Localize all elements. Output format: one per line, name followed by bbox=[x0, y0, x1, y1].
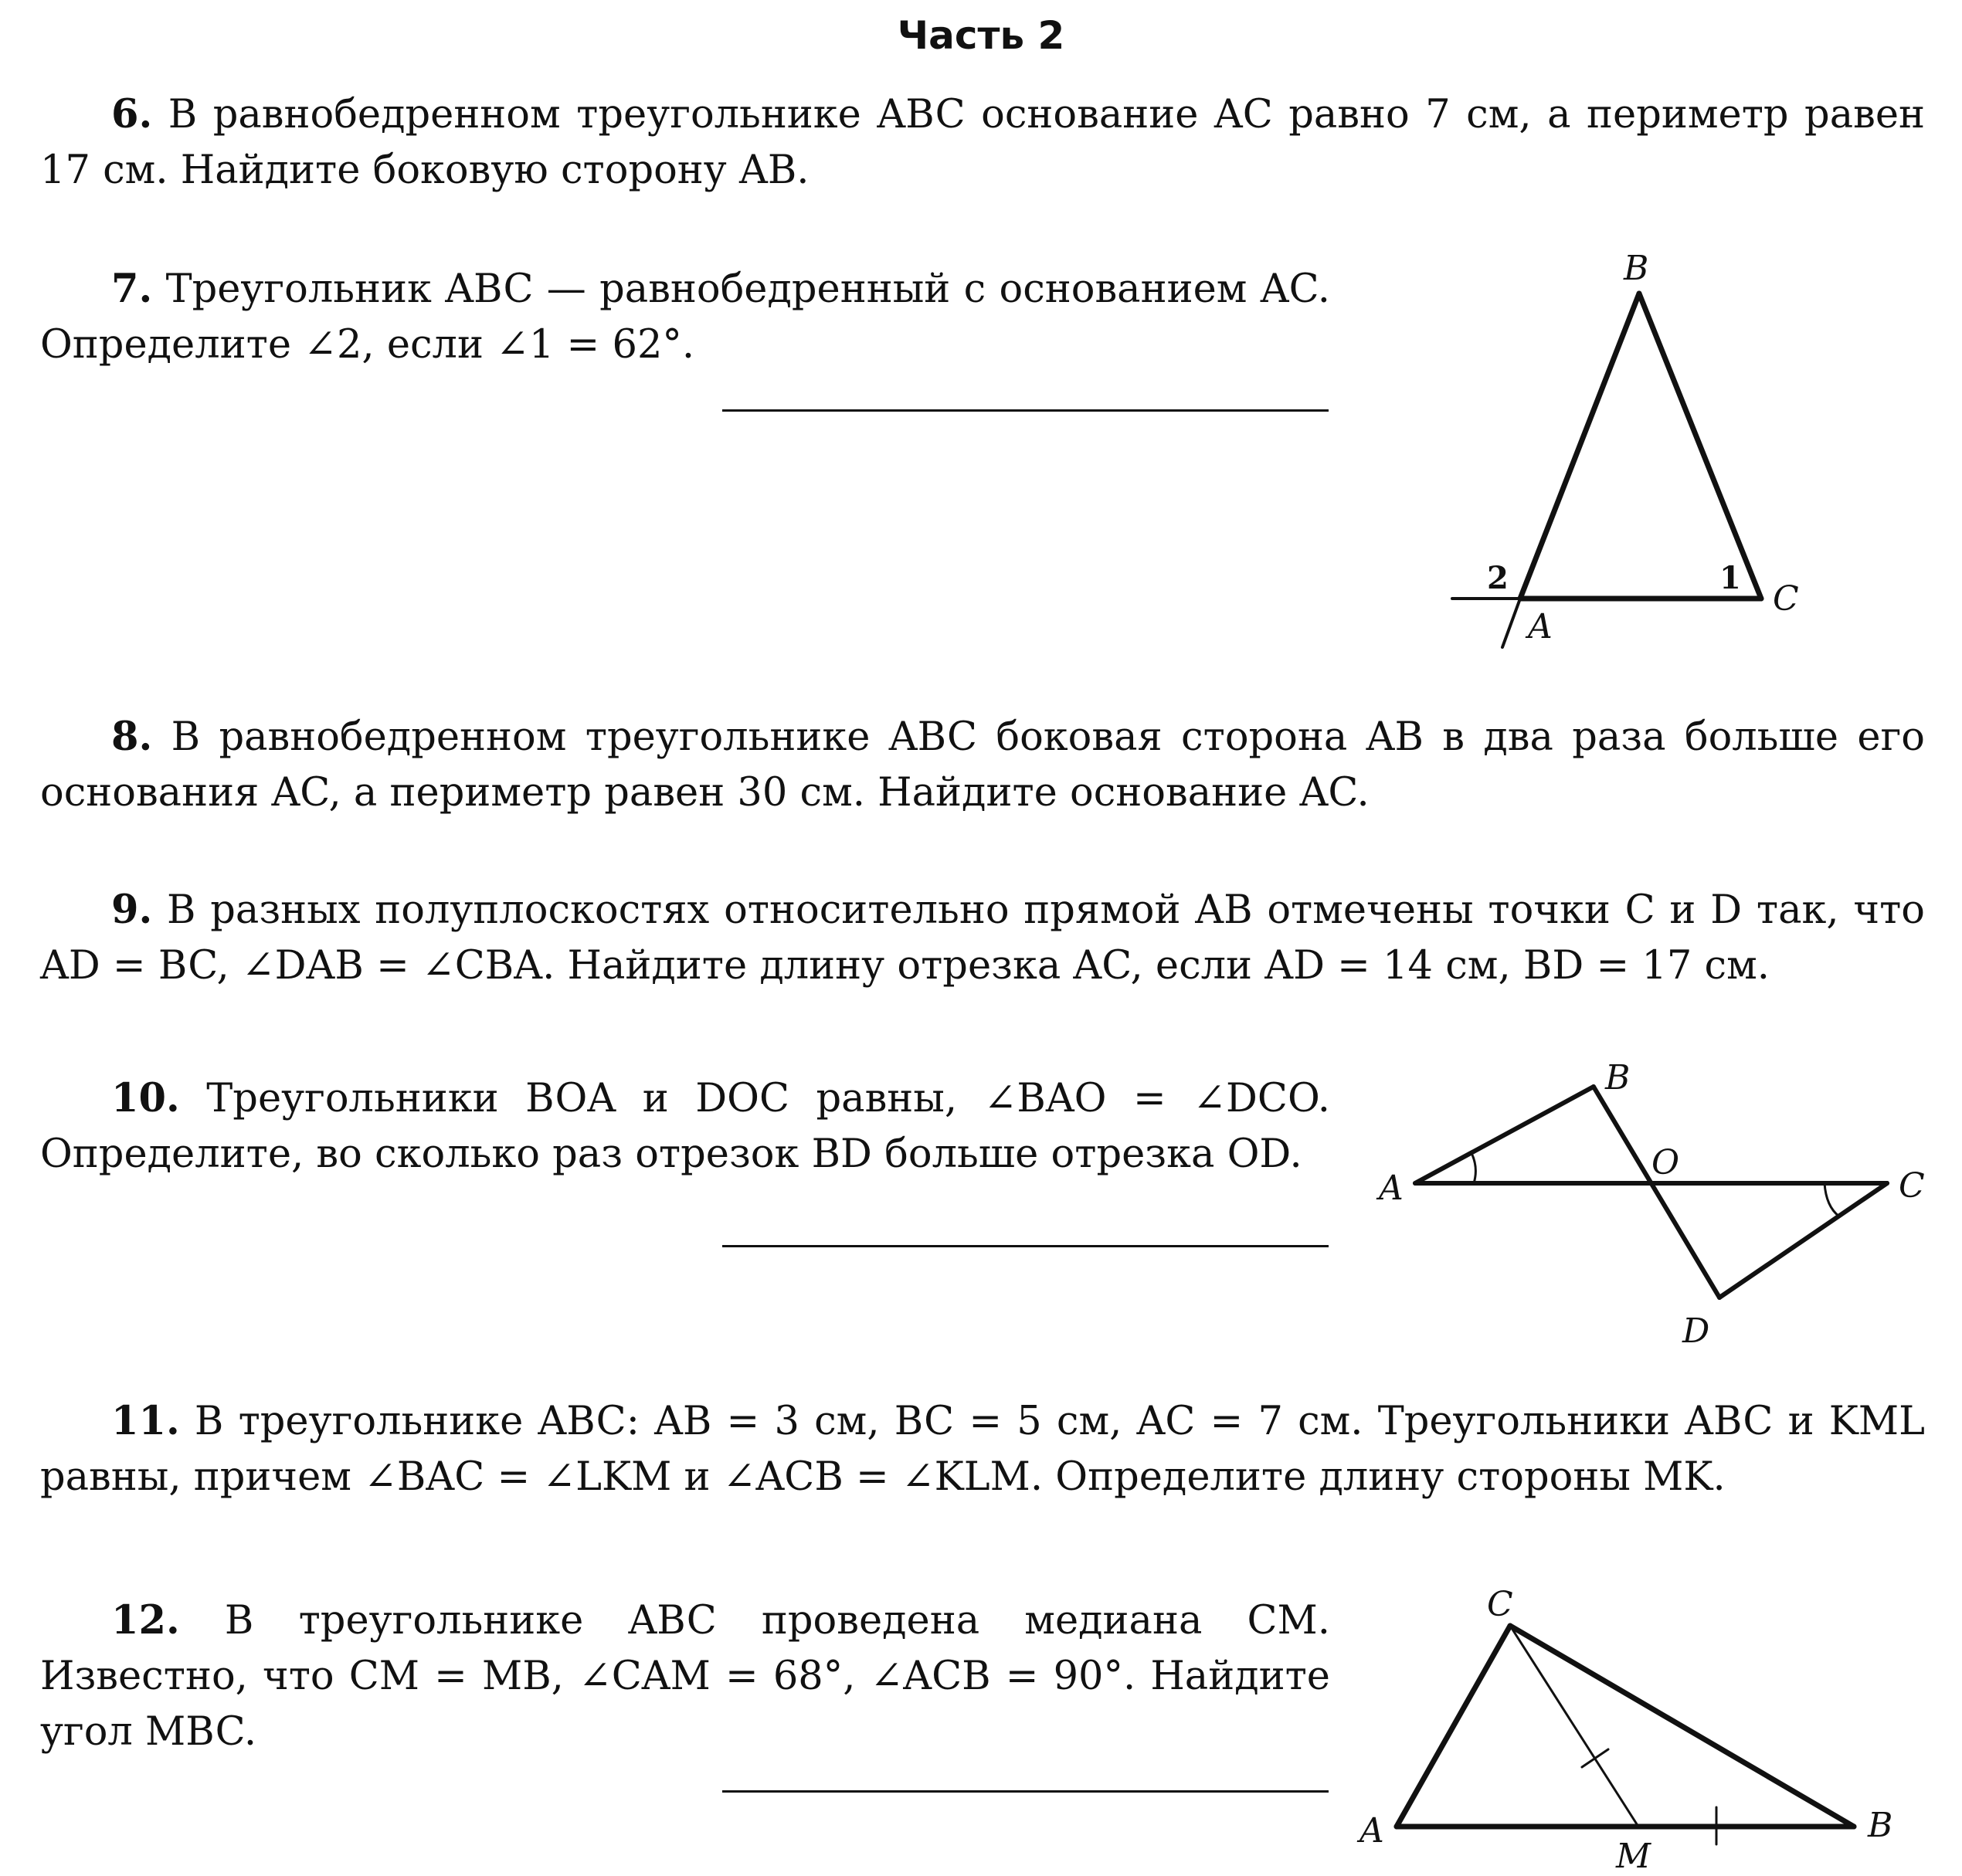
fig7-label-b: B bbox=[1624, 249, 1649, 288]
fig12-label-m: M bbox=[1616, 1837, 1651, 1876]
fig12-label-c: C bbox=[1487, 1585, 1513, 1624]
fig10-line-bd bbox=[1594, 1087, 1719, 1298]
fig7-line-ab bbox=[1520, 293, 1639, 599]
fig7-angle-1-label: 1 bbox=[1719, 560, 1741, 596]
task-8-number: 8. bbox=[111, 714, 153, 760]
task-8-text: В равнобедренном треугольнике ABC боковая сторона AB в два раза больше его основания AC, а периметр равен 30 см. Найдите основание AC. bbox=[40, 714, 1925, 816]
fig7-label-a: A bbox=[1528, 607, 1553, 646]
fig12-label-a: A bbox=[1359, 1811, 1384, 1851]
fig7-label-c: C bbox=[1773, 579, 1799, 619]
task-6-text: В равнобедренном треугольнике ABC основание AC равно 7 см, а периметр равен 17 см. Найдите боковую сторону AB. bbox=[40, 92, 1925, 193]
fig7-side-extension bbox=[1502, 599, 1520, 647]
fig10-label-b: B bbox=[1605, 1058, 1631, 1097]
fig12-line-ca bbox=[1397, 1626, 1510, 1827]
fig12-tick-cm bbox=[1582, 1749, 1608, 1767]
fig12-line-cb bbox=[1510, 1626, 1854, 1827]
task-10-text: Треугольники BOA и DOC равны, ∠BAO = ∠DCO. Определите, во сколько раз отрезок BD больше отрезка OD. bbox=[40, 1076, 1330, 1177]
fig10-line-dc bbox=[1719, 1183, 1887, 1298]
fig7-line-bc bbox=[1639, 293, 1761, 599]
fig10-label-a: A bbox=[1379, 1169, 1404, 1208]
task-6-number: 6. bbox=[111, 91, 153, 137]
fig10-line-ab bbox=[1415, 1087, 1594, 1183]
fig10-label-c: C bbox=[1899, 1166, 1925, 1206]
figure-7 bbox=[1452, 249, 1799, 647]
figure-10 bbox=[1376, 1058, 1925, 1351]
fig12-label-b: B bbox=[1868, 1806, 1893, 1845]
task-10-number: 10. bbox=[111, 1075, 180, 1121]
fig12-median-cm bbox=[1510, 1626, 1638, 1827]
fig10-angle-arc-a bbox=[1472, 1153, 1475, 1183]
fig10-label-o: O bbox=[1651, 1143, 1680, 1182]
figure-12 bbox=[1356, 1585, 1892, 1876]
task-11-text: В треугольнике ABC: AB = 3 см, BC = 5 см, AC = 7 см. Треугольники ABC и KML равны, причем ∠BAC = ∠LKM и ∠ACB = ∠KLM. Определите длину стороны MK. bbox=[40, 1399, 1925, 1500]
task-7-number: 7. bbox=[111, 266, 153, 312]
task-12-text: В треугольнике ABC проведена медиана CM. Известно, что CM = MB, ∠CAM = 68°, ∠ACB = 90°. Найдите угол MBC. bbox=[40, 1598, 1330, 1755]
task-12-number: 12. bbox=[111, 1597, 180, 1644]
fig10-angle-arc-c bbox=[1825, 1183, 1839, 1216]
task-9-number: 9. bbox=[111, 887, 153, 933]
task-11-number: 11. bbox=[111, 1398, 180, 1444]
task-7-text: Треугольник ABC — равнобедренный с основанием AC. Определите ∠2, если ∠1 = 62°. bbox=[40, 266, 1330, 368]
fig7-angle-2-label: 2 bbox=[1487, 560, 1509, 596]
fig10-label-d: D bbox=[1682, 1311, 1710, 1351]
task-9-text: В разных полуплоскостях относительно прямой AB отмечены точки C и D так, что AD = BC, ∠DAB = ∠CBA. Найдите длину отрезка AC, если AD = 14 см, BD = 17 см. bbox=[40, 887, 1925, 989]
page-title: Часть 2 bbox=[897, 13, 1065, 58]
